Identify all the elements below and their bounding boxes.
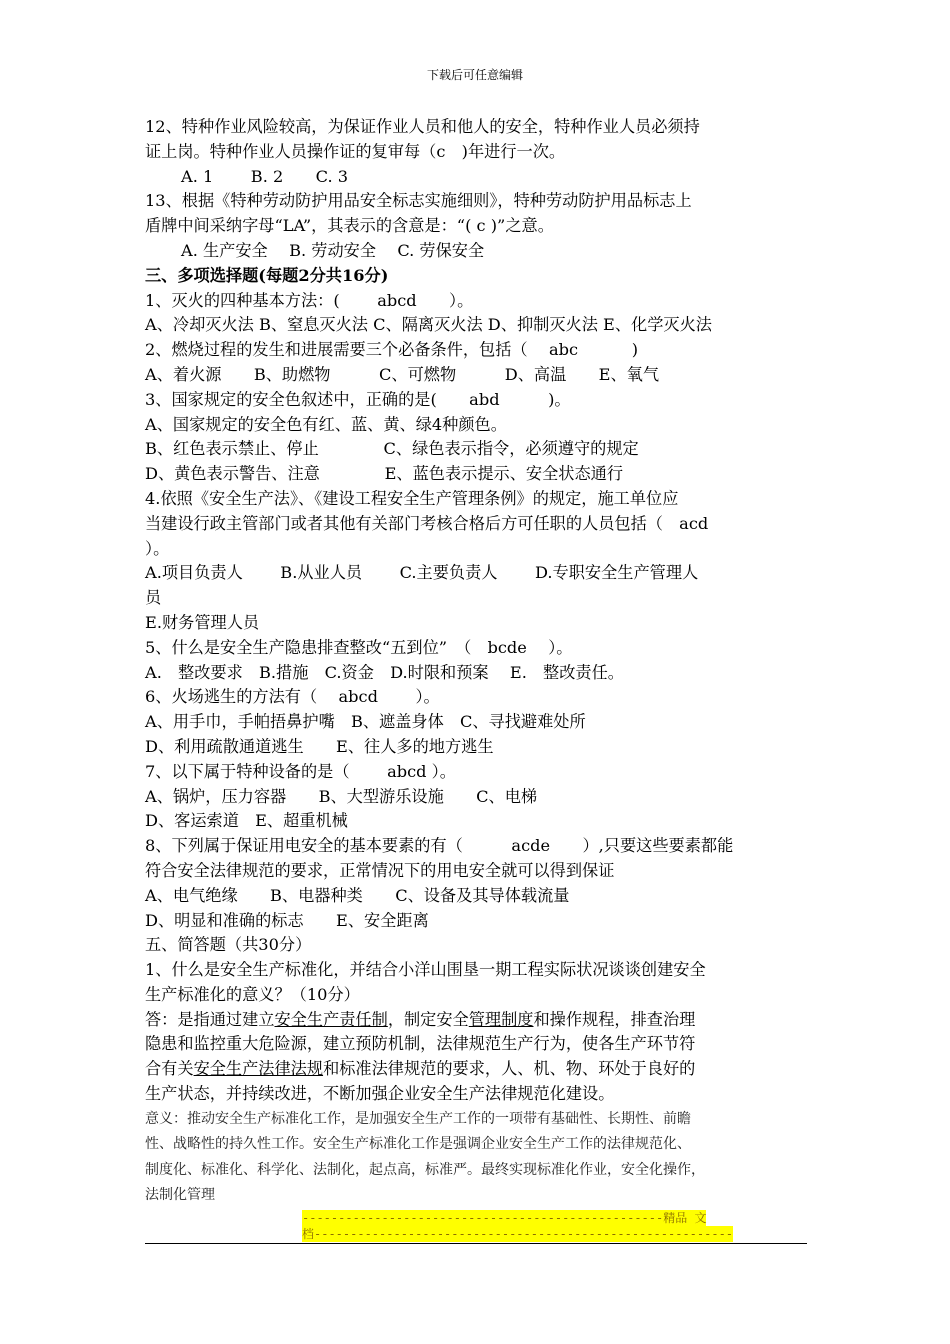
text-line: 1、灭火的四种基本方法：( abcd ）。 xyxy=(145,290,474,310)
text-line: 8、下列属于保证用电安全的基本要素的有（ acde ）,只要这些要素都能 xyxy=(145,836,734,856)
underlined-term: 安全生产法律法规 xyxy=(193,1059,324,1079)
text-line: 13、根据《特种劳动防护用品安全标志实施细则》，特种劳动防护用品标志上 xyxy=(145,191,692,211)
answer-text: 和标准法律规范的要求，人、机、物、环处于良好的 xyxy=(323,1059,696,1079)
text-line: ）。 xyxy=(145,538,170,558)
text-line: A、锅炉，压力容器 B、大型游乐设施 C、电梯 xyxy=(145,786,538,806)
text-line: 6、火场逃生的方法有（ abcd ）。 xyxy=(145,687,440,707)
footer-divider xyxy=(145,1243,807,1244)
section-heading: 三、多项选择题(每题2分共16分) xyxy=(145,265,389,285)
text-line: 1、什么是安全生产标准化，并结合小洋山围垦一期工程实际状况谈谈创建安全 xyxy=(145,960,706,980)
meaning-line: 法制化管理 xyxy=(145,1187,215,1204)
text-line: 2、燃烧过程的发生和进展需要三个必备条件，包括（ abc ) xyxy=(145,340,639,360)
footer-line-2: 档---------------------------------------------------------- xyxy=(302,1227,734,1241)
text-line: D、客运索道 E、超重机械 xyxy=(145,811,348,831)
text-line: D、利用疏散通道逃生 E、往人多的地方逃生 xyxy=(145,736,494,756)
text-line: A、冷却灭火法 B、窒息灭火法 C、隔离灭火法 D、抑制灭火法 E、化学灭火法 xyxy=(145,315,712,335)
footer-watermark xyxy=(302,1210,734,1242)
meaning-line: 性、战略性的持久性工作。安全生产标准化工作是强调企业安全生产工作的法律规范化、 xyxy=(145,1136,691,1153)
underlined-term: 管理制度 xyxy=(468,1009,534,1029)
text-line: 当建设行政主管部门或者其他有关部门考核合格后方可任职的人员包括（ acd xyxy=(145,513,709,533)
text-line: 员 xyxy=(145,588,162,608)
text-line: A. 整改要求 B.措施 C.资金 D.时限和预案 E. 整改责任。 xyxy=(145,662,624,682)
text-line: A.项目负责人 B.从业人员 C.主要负责人 D.专职安全生产管理人 xyxy=(145,563,699,583)
text-line: 证上岗。特种作业人员操作证的复审每（c )年进行一次。 xyxy=(145,141,566,161)
text-line: A、用手巾，手帕捂鼻护嘴 B、遮盖身体 C、寻找避难处所 xyxy=(145,712,586,732)
meaning-line: 意义：推动安全生产标准化工作，是加强安全生产工作的一项带有基础性、长期性、前瞻 xyxy=(145,1110,691,1127)
underlined-term: 安全生产责任制 xyxy=(274,1009,388,1029)
answer-line-1 xyxy=(145,1008,813,1033)
footer-line-1: --------------------------------------------------精品 文 xyxy=(302,1211,707,1225)
text-line: A、电气绝缘 B、电器种类 C、设备及其导体载流量 xyxy=(145,885,570,905)
text-line: D、黄色表示警告、注意 E、蓝色表示提示、安全状态通行 xyxy=(145,464,624,484)
question-lines xyxy=(145,115,813,1008)
page-header: 下载后可任意编辑 xyxy=(426,68,523,82)
meaning-line: 制度化、标准化、科学化、法制化，起点高，标准严。最终实现标准化作业，安全化操作， xyxy=(145,1161,705,1178)
text-line: 盾牌中间采纳字母“LA”，其表示的含意是：“( c )”之意。 xyxy=(145,216,554,236)
answer-text: 答：是指通过建立 xyxy=(145,1009,275,1029)
text-line: E.财务管理人员 xyxy=(145,612,260,632)
text-line: 生产标准化的意义？（10分） xyxy=(145,984,360,1004)
text-line: 符合安全法律规范的要求，正常情况下的用电安全就可以得到保证 xyxy=(145,860,615,880)
answer-text: 合有关 xyxy=(145,1059,194,1079)
text-line: D、明显和准确的标志 E、安全距离 xyxy=(145,910,429,930)
text-line: B、红色表示禁止、停止 C、绿色表示指令，必须遵守的规定 xyxy=(145,439,639,459)
answer-text: 和操作规程，排查治理 xyxy=(533,1009,696,1029)
text-line: 12、特种作业风险较高，为保证作业人员和他人的安全，特种作业人员必须持 xyxy=(145,117,700,136)
text-line: 4.依照《安全生产法》、《建设工程安全生产管理条例》的规定，施工单位应 xyxy=(145,488,679,508)
meaning-paragraph xyxy=(145,1107,813,1209)
answer-line-4: 生产状态，并持续改进，不断加强企业安全生产法律规范化建设。 xyxy=(145,1084,615,1104)
text-line: 5、什么是安全生产隐患排查整改“五到位” （ bcde ）。 xyxy=(145,637,573,657)
text-line: A、国家规定的安全色有红、蓝、黄、绿4种颜色。 xyxy=(145,414,507,434)
text-line: 3、国家规定的安全色叙述中，正确的是( abd )。 xyxy=(145,389,571,409)
answer-line-3 xyxy=(145,1057,813,1082)
text-line: 7、以下属于特种设备的是（ abcd ）。 xyxy=(145,761,456,781)
answer-line-2: 隐患和监控重大危险源，建立预防机制，法律规范生产行为，使各生产环节符 xyxy=(145,1034,696,1054)
text-line: A、着火源 B、助燃物 C、可燃物 D、高温 E、氧气 xyxy=(145,364,660,384)
text-line: A. 生产安全 B. 劳动安全 C. 劳保安全 xyxy=(181,240,485,260)
text-line: A. 1 B. 2 C. 3 xyxy=(181,166,349,186)
text-line: 五、简答题（共30分） xyxy=(145,935,312,955)
answer-text: ，制定安全 xyxy=(387,1009,469,1029)
document-body xyxy=(145,115,813,1209)
